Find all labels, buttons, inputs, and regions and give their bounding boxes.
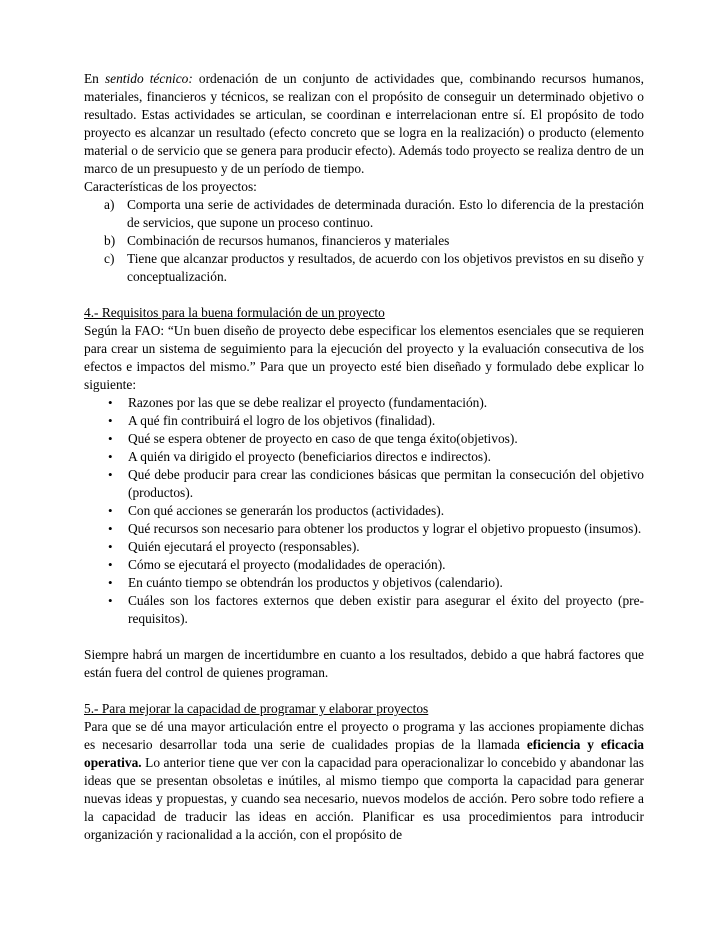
bullet-icon: • xyxy=(108,449,113,464)
bullet-icon: • xyxy=(108,413,113,428)
bullet-icon: • xyxy=(108,431,113,446)
section-4-title: 4.- Requisitos para la buena formulación de un proyecto xyxy=(84,305,385,320)
list-item xyxy=(84,412,644,430)
section-5-text-a: Para que se dé una mayor articulación entre el proyecto o programa y las acciones propiamente dichas es necesario desarrollar toda una serie de cualidades propias de la llamada xyxy=(84,719,644,752)
section-4-paragraph: Según la FAO: “Un buen diseño de proyecto debe especificar los elementos esenciales que se requieren para crear un sistema de seguimiento para la ejecución del proyecto y la evaluación consecutiva de los efectos e impactos del mismo.” Para que un proyecto esté bien diseñado y formulado debe explicar lo siguiente: xyxy=(84,323,644,392)
list-marker: c) xyxy=(104,251,115,266)
section-5-paragraph xyxy=(84,718,644,844)
list-item-text: Qué debe producir para crear las condiciones básicas que permitan la consecución del objetivo (productos). xyxy=(128,467,644,500)
list-item-text: Quién ejecutará el proyecto (responsables). xyxy=(128,539,360,554)
section-4-closing: Siempre habrá un margen de incertidumbre en cuanto a los resultados, debido a que habrá factores que están fuera del control de quienes programan. xyxy=(84,647,644,680)
list-item xyxy=(84,592,644,628)
bullet-icon: • xyxy=(108,395,113,410)
intro-prefix: En xyxy=(84,71,105,86)
section-5-bold: eficiencia y eficacia operativa. xyxy=(84,737,644,770)
section-5-text-b: Lo anterior tiene que ver con la capacidad para operacionalizar lo concebido y abandonar las ideas que se presentan obsoletas e inútiles, al mismo tiempo que comporta la capacidad para generar nuevas ideas y propuestas, y cuando sea necesario, nuevos modelos de acción. Pero sobre todo refiere a la capacidad de traducir las ideas en acción. Planificar es usa procedimientos para introducir organización y racionalidad a la acción, con el propósito de xyxy=(84,755,644,842)
list-item-text: Con qué acciones se generarán los productos (actividades). xyxy=(128,503,445,518)
list-item xyxy=(84,502,644,520)
list-item-text: Qué recursos son necesario para obtener los productos y lograr el objetivo propuesto (insumos). xyxy=(128,521,642,536)
list-item-text: Qué se espera obtener de proyecto en caso de que tenga éxito(objetivos). xyxy=(128,431,518,446)
list-item xyxy=(84,574,644,592)
list-item-text: En cuánto tiempo se obtendrán los productos y objetivos (calendario). xyxy=(128,575,503,590)
list-item-text: Comporta una serie de actividades de determinada duración. Esto lo diferencia de la prestación de servicios, que supone un proceso continuo. xyxy=(127,197,644,230)
list-item xyxy=(84,538,644,556)
list-item xyxy=(84,466,644,502)
list-item xyxy=(84,394,644,412)
list-item-text: A quién va dirigido el proyecto (beneficiarios directos e indirectos). xyxy=(128,449,491,464)
list-item-text: A qué fin contribuirá el logro de los objetivos (finalidad). xyxy=(128,413,436,428)
intro-term: sentido técnico: xyxy=(104,71,193,86)
list-item-text: Cómo se ejecutará el proyecto (modalidades de operación). xyxy=(128,557,446,572)
list-marker: b) xyxy=(104,233,116,248)
list-item-text: Tiene que alcanzar productos y resultados, de acuerdo con los objetivos previstos en su diseño y conceptualización. xyxy=(127,251,644,284)
bullet-icon: • xyxy=(108,539,113,554)
list-item xyxy=(84,556,644,574)
list-item xyxy=(84,448,644,466)
list-item xyxy=(84,232,644,250)
list-item-text: Combinación de recursos humanos, financieros y materiales xyxy=(127,233,450,248)
list-item xyxy=(84,250,644,286)
characteristics-heading: Características de los proyectos: xyxy=(84,179,257,194)
bullet-icon: • xyxy=(108,557,113,572)
list-marker: a) xyxy=(104,197,115,212)
list-item xyxy=(84,430,644,448)
bullet-icon: • xyxy=(108,467,113,482)
list-item xyxy=(84,196,644,232)
characteristics-list xyxy=(84,196,644,286)
bullet-icon: • xyxy=(108,521,113,536)
list-item xyxy=(84,520,644,538)
list-item-text: Razones por las que se debe realizar el proyecto (fundamentación). xyxy=(128,395,488,410)
bullet-icon: • xyxy=(108,503,113,518)
section-5-title: 5.- Para mejorar la capacidad de programar y elaborar proyectos xyxy=(84,701,429,716)
list-item-text: Cuáles son los factores externos que deben existir para asegurar el éxito del proyecto (pre-requisitos). xyxy=(128,593,644,626)
requirements-list xyxy=(84,394,644,628)
bullet-icon: • xyxy=(108,575,113,590)
document-page xyxy=(84,70,644,844)
intro-text: ordenación de un conjunto de actividades que, combinando recursos humanos, materiales, financieros y técnicos, se realizan con el propósito de conseguir un determinado objetivo o resultado. Estas actividades se articulan, se coordinan e interrelacionan entre sí. El propósito de todo proyecto es alcanzar un resultado (efecto concreto que se logra en la realización) o producto (elemento material o de servicio que se genera para producir efecto). Además todo proyecto se realiza dentro de un marco de un presupuesto y de un período de tiempo. xyxy=(84,71,644,176)
intro-paragraph xyxy=(84,70,644,178)
bullet-icon: • xyxy=(108,593,113,608)
